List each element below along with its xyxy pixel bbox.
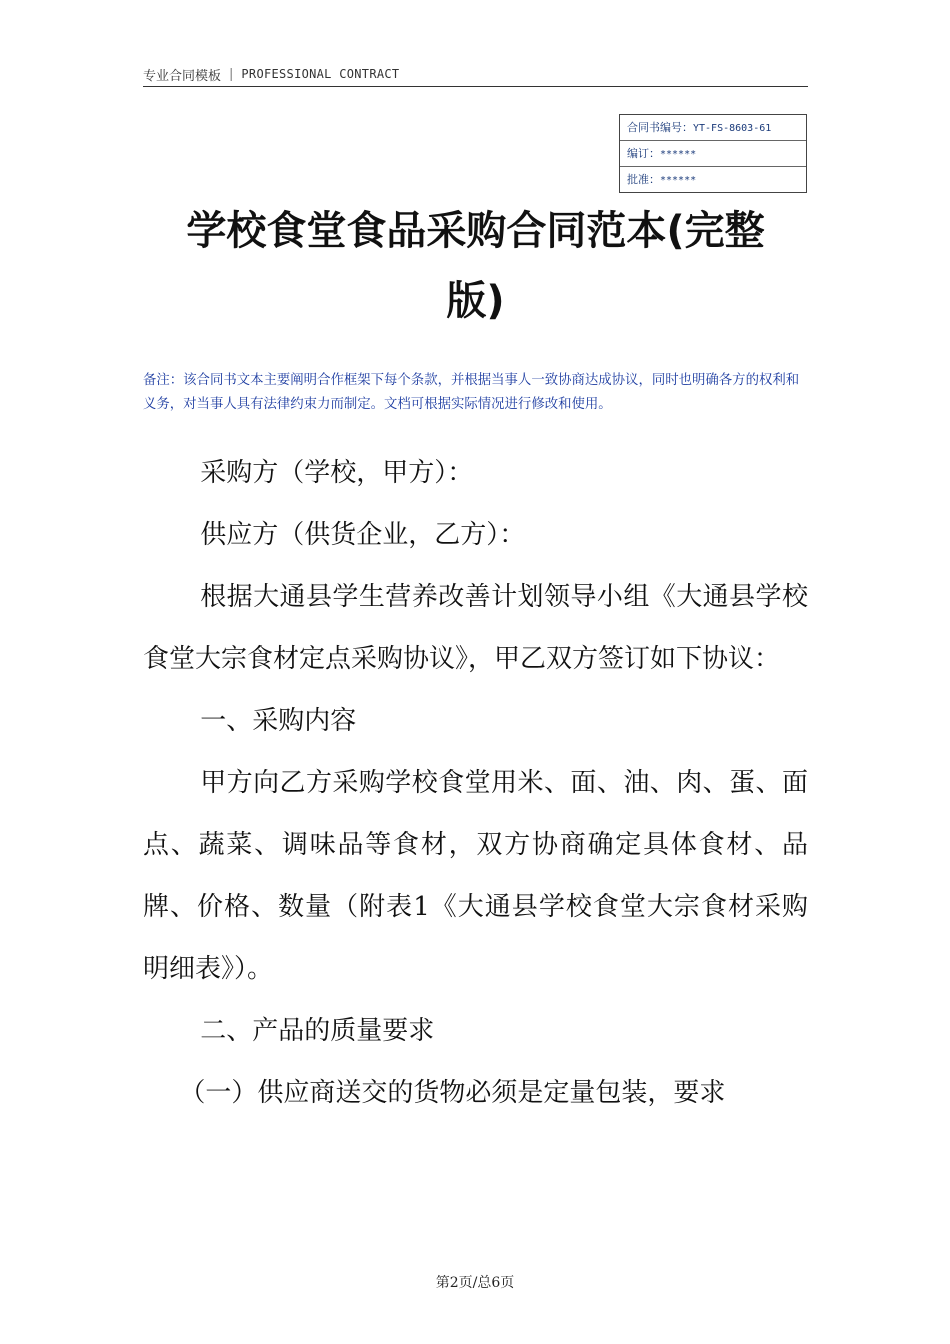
document-body <box>143 442 808 1124</box>
approve-value: ****** <box>660 175 697 186</box>
header-left-text: 专业合同模板 <box>143 68 222 84</box>
title-line-2: 版) <box>446 278 505 324</box>
buyer-line: 采购方（学校，甲方）： <box>200 458 474 488</box>
section-heading-1: 一、采购内容 <box>200 706 357 736</box>
page-header <box>143 62 808 87</box>
revise-row <box>620 141 806 167</box>
contract-info-box <box>619 114 807 193</box>
page-number: 第2页/总6页 <box>435 1275 515 1291</box>
document-title <box>143 196 808 336</box>
contract-number-value: YT-FS-8603-61 <box>693 123 772 134</box>
approve-row <box>620 167 806 192</box>
contract-number-row <box>620 115 806 141</box>
supplier-line: 供应方（供货企业，乙方）： <box>200 520 526 550</box>
revise-value: ****** <box>660 149 697 160</box>
intro-paragraph: 根据大通县学生营养改善计划领导小组《大通县学校食堂大宗食材定点采购协议》，甲乙双方签订如下协议： <box>143 582 808 674</box>
approve-label: 批准： <box>627 173 660 186</box>
revise-label: 编订： <box>627 147 660 160</box>
contract-number-label: 合同书编号： <box>627 121 693 134</box>
section-heading-2: 二、产品的质量要求 <box>200 1016 435 1046</box>
quality-requirement-paragraph: （一）供应商送交的货物必须是定量包装，要求 <box>179 1078 726 1108</box>
title-line-1: 学校食堂食品采购合同范本(完整 <box>186 208 765 254</box>
header-separator: | <box>229 66 234 82</box>
procurement-content-paragraph: 甲方向乙方采购学校食堂用米、面、油、肉、蛋、面点、蔬菜、调味品等食材，双方协商确定具体食材、品牌、价格、数量（附表1《大通县学校食堂大宗食材采购明细表》）。 <box>143 768 808 984</box>
header-right-text: PROFESSIONAL CONTRACT <box>241 67 400 81</box>
remark-note: 备注：该合同书文本主要阐明合作框架下每个条款，并根据当事人一致协商达成协议，同时也明确各方的权利和义务，对当事人具有法律约束力而制定。文档可根据实际情况进行修改和使用。 <box>143 373 800 412</box>
